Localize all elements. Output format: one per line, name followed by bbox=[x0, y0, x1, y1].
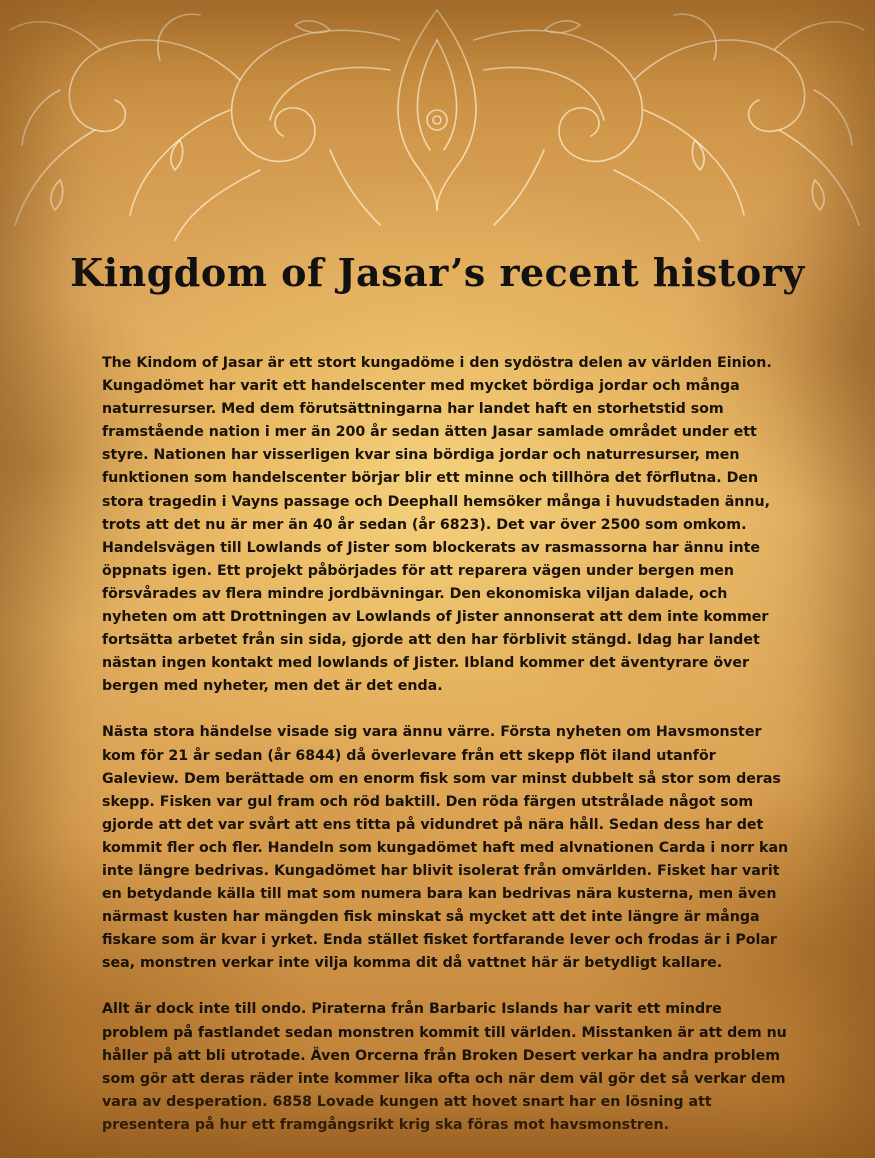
body-text bbox=[102, 352, 792, 1158]
filigree-swirl-ornament bbox=[0, 0, 875, 250]
paragraph: The Kindom of Jasar är ett stort kungadöme i den sydöstra delen av världen Einion. Kungadömet har varit ett handelscenter med mycket bördiga jordar och många naturresurser. Med dem förutsättningarna har landet haft en storhetstid som framstående nation i mer än 200 år sedan ätten Jasar samlade området under ett styre. Nationen har visserligen kvar sina bördiga jordar och naturresurser, men funktionen som handelscenter börjar blir ett minne och tillhöra det förflutna. Den stora tragedin i Vayns passage och Deephall hemsöker många i huvudstaden ännu, trots att det nu är mer än 40 år sedan (år 6823). Det var över 2500 som omkom. Handelsvägen till Lowlands of Jister som blockerats av rasmassorna har ännu inte öppnats igen. Ett projekt påbörjades för att reparera vägen under bergen men försvårades av flera mindre jordbävningar. Den ekonomiska viljan dalade, och nyheten om att Drottningen av Lowlands of Jister annonserat att dem inte kommer fortsätta arbetet från sin sida, gjorde att den har förblivit stängd. Idag har landet nästan ingen kontakt med lowlands of Jister. Ibland kommer det äventyrare över bergen med nyheter, men det är det enda. bbox=[102, 355, 772, 695]
paragraph: Nästa stora händelse visade sig vara ännu värre. Första nyheten om Havsmonster kom för 21 år sedan (år 6844) då överlevare från ett skepp flöt iland utanför Galeview. Dem berättade om en enorm fisk som var minst dubbelt så stor som deras skepp. Fisken var gul fram och röd baktill. Den röda färgen utstrålade något som gjorde att det var svårt att ens titta på vidundret på nära håll. Sedan dess har det kommit fler och fler. Handeln som kungadömet haft med alvnationen Carda i norr kan inte längre bedrivas. Kungadömet har blivit isolerat från omvärlden. Fisket har varit en betydande källa till mat som numera bara kan bedrivas nära kusterna, men även närmast kusten har mängden fisk minskat så mycket att det inte längre är många fiskare som är kvar i yrket. Enda stället fisket fortfarande lever och frodas är i Polar sea, monstren verkar inte vilja komma dit då vattnet här är betydligt kallare. bbox=[102, 724, 789, 972]
paragraph: Allt är dock inte till ondo. Piraterna från Barbaric Islands har varit ett mindre problem på fastlandet sedan monstren kommit till världen. Misstanken är att dem nu håller på att bli utrotade. Även Orcerna från Broken Desert verkar ha andra problem som gör att deras räder inte kommer lika ofta och när dem väl gör det så verkar dem vara av desperation. 6858 Lovade kungen att hovet snart har en lösning att presentera på hur ett framgångsrikt krig ska föras mot havsmonstren. bbox=[102, 1001, 787, 1133]
page-title: Kingdom of Jasar’s recent history bbox=[70, 250, 805, 295]
